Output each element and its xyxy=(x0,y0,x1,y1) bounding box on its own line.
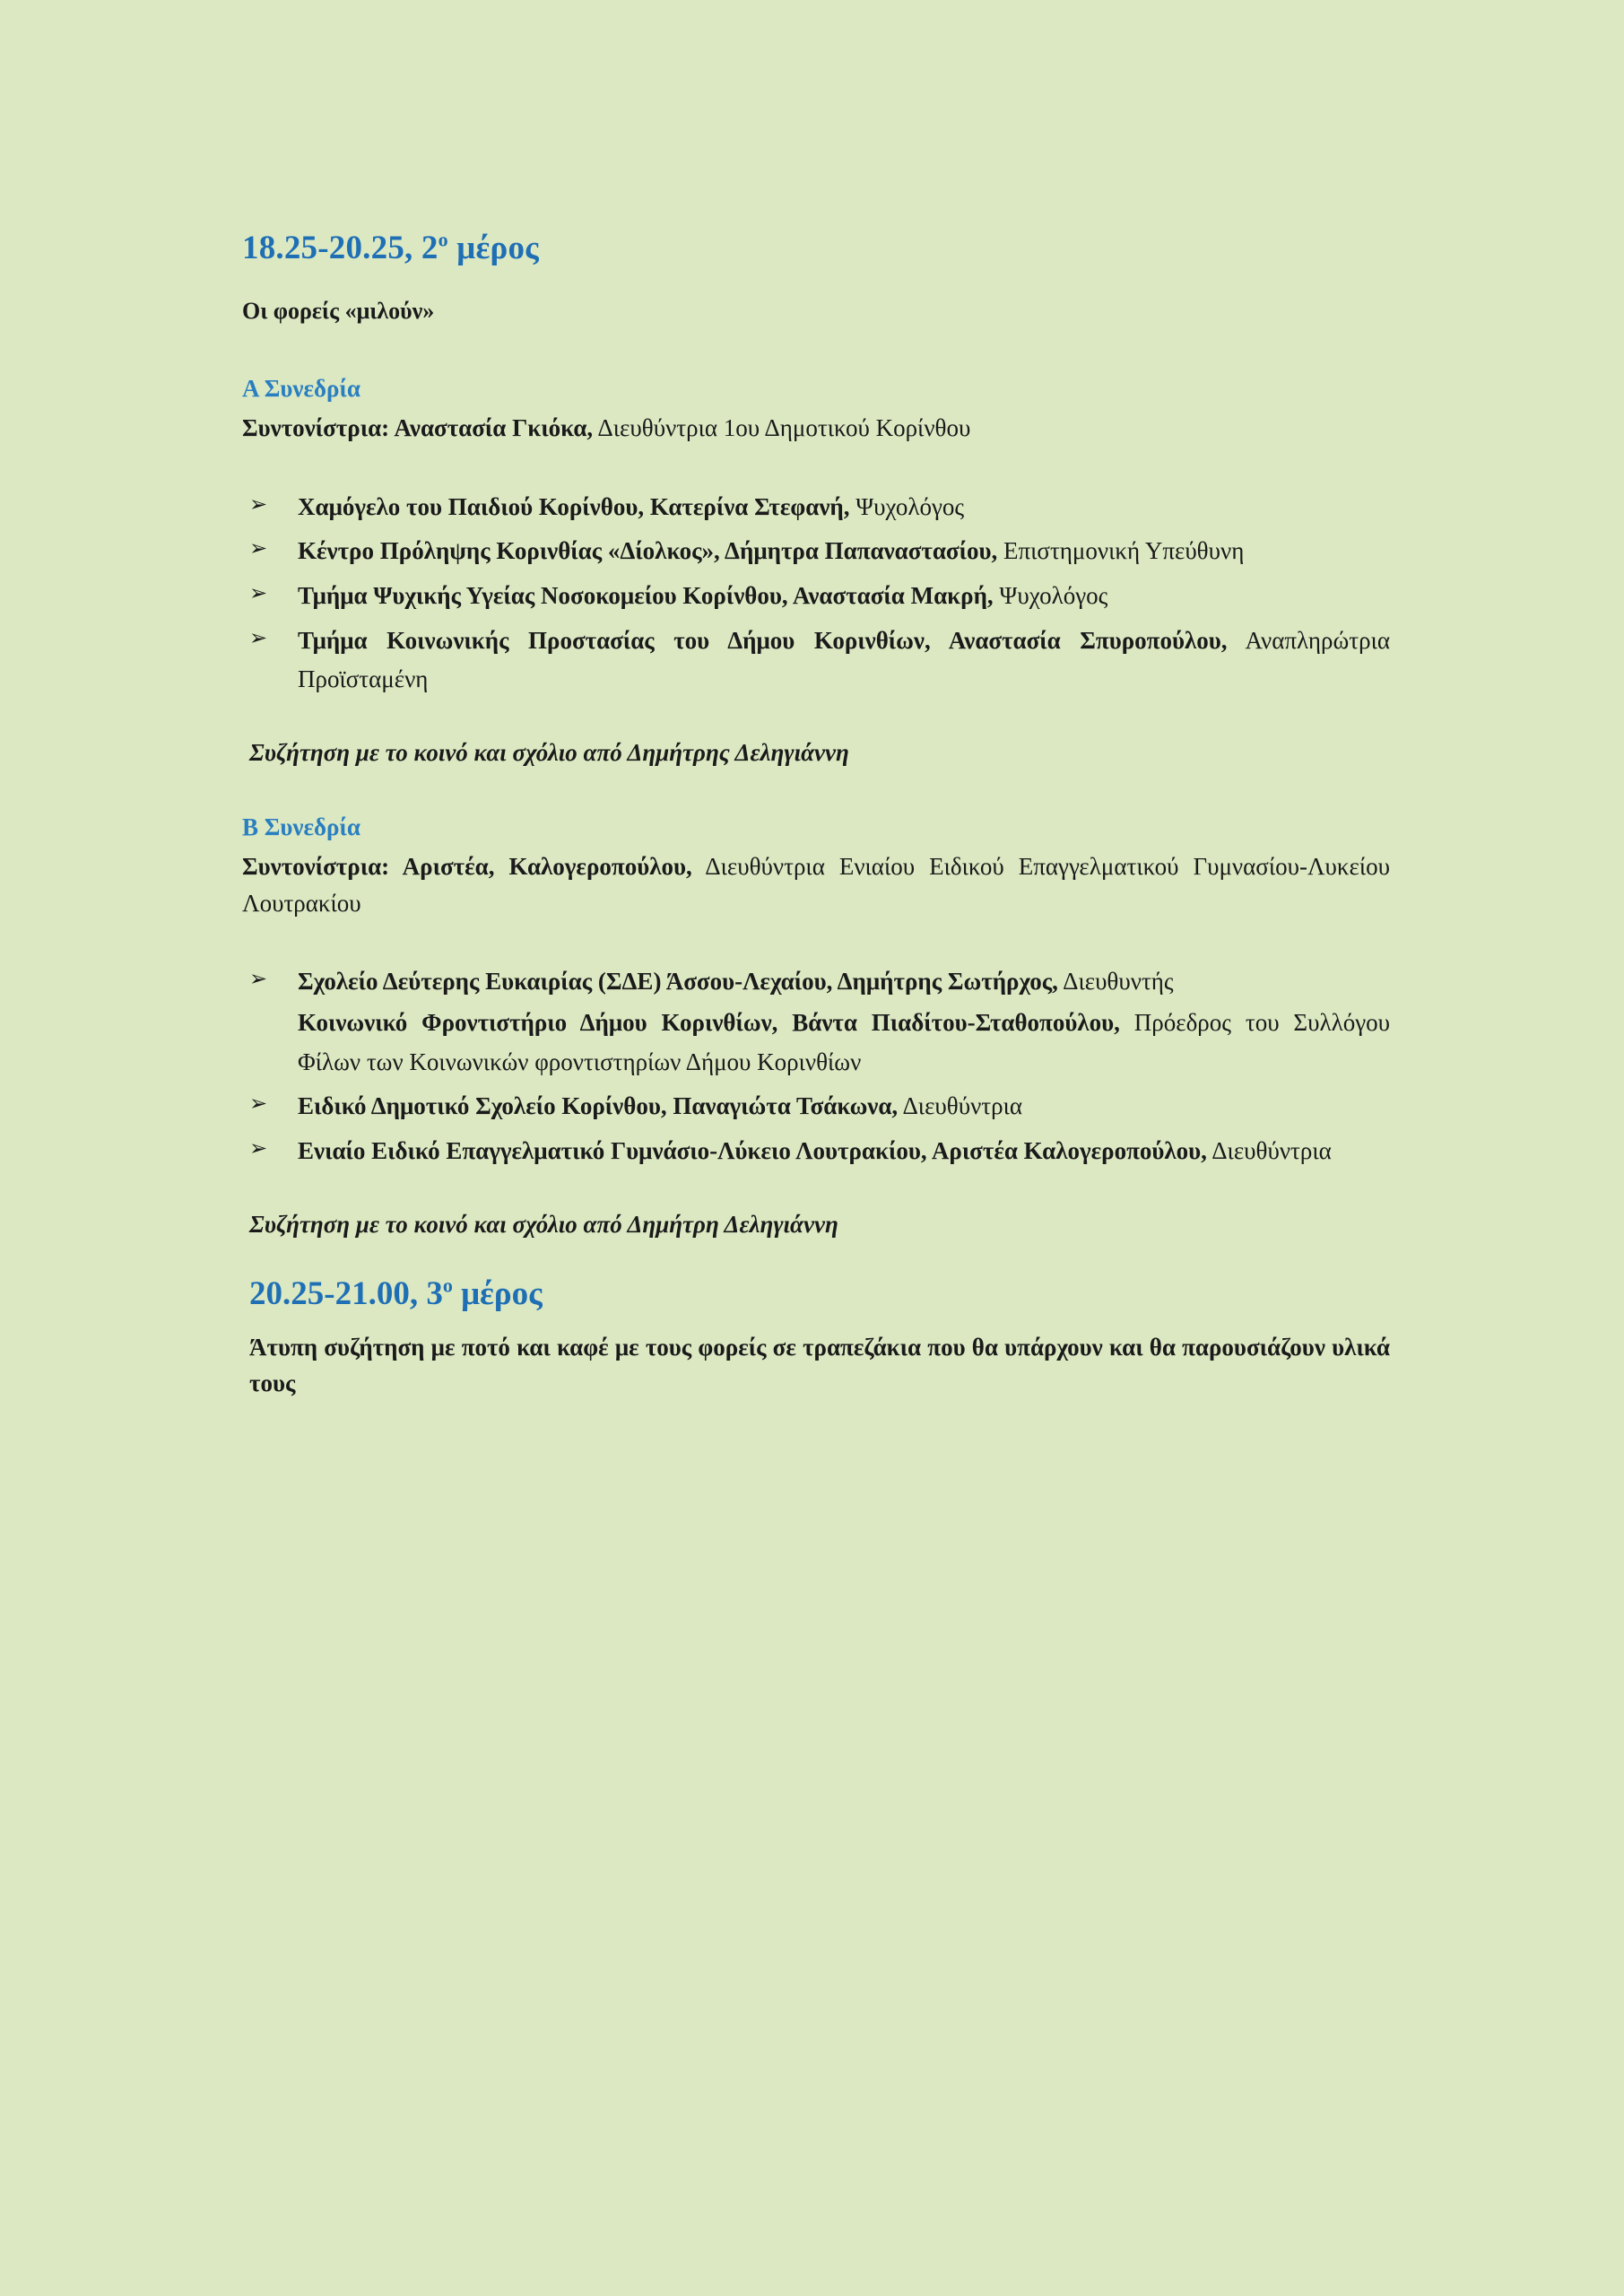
list-item xyxy=(242,1132,1390,1171)
session-b-discussion: Συζήτηση με το κοινό και σχόλιο από Δημήτρη Δεληγιάννη xyxy=(249,1210,838,1238)
entity-sub-name: Κοινωνικό Φροντιστήριο Δήμου Κορινθίων, Βάντα Πιαδίτου-Σταθοπούλου, xyxy=(298,1008,1120,1036)
entity-role: Ψυχολόγος xyxy=(993,581,1108,609)
part3-time-heading-text: 20.25-21.00, 3 xyxy=(249,1274,443,1312)
session-a-discussion: Συζήτηση με το κοινό και σχόλιο από Δημήτρης Δεληγιάννη xyxy=(249,739,849,767)
part2-subtitle: Οι φορείς «μιλούν» xyxy=(242,298,435,324)
session-a-coordinator xyxy=(242,410,1390,447)
entity-name: Χαμόγελο του Παιδιού Κορίνθου, Κατερίνα Στεφανή, xyxy=(298,492,850,520)
list-item xyxy=(242,488,1390,527)
session-a-list xyxy=(242,488,1390,700)
entity-name: Ειδικό Δημοτικό Σχολείο Κορίνθου, Παναγιώτα Τσάκωνα, xyxy=(298,1092,899,1120)
session-b-label: Β Συνεδρία xyxy=(242,813,360,841)
session-a-label: Α Συνεδρία xyxy=(242,375,360,402)
session-a-coordinator-name: Συντονίστρια: Αναστασία Γκιόκα, xyxy=(242,414,594,441)
list-item xyxy=(242,622,1390,700)
entity-role: Αναπληρώτρια Προϊσταμένη xyxy=(298,626,1390,693)
part2-time-heading-tail: μέρος xyxy=(447,230,539,266)
part3-paragraph: Άτυπη συζήτηση με ποτό και καφέ με τους φορείς σε τραπεζάκια που θα υπάρχουν και θα παρουσιάζουν υλικά τους xyxy=(249,1333,1390,1397)
entity-sub-role: Πρόεδρος του Συλλόγου Φίλων των Κοινωνικών φροντιστηρίων Δήμου Κορινθίων xyxy=(298,1008,1390,1075)
session-b-coordinator-name: Συντονίστρια: Αριστέα, Καλογεροπούλου, xyxy=(242,853,692,881)
entity-name: Ενιαίο Ειδικό Επαγγελματικό Γυμνάσιο-Λύκειο Λουτρακίου, Αριστέα Καλογεροπούλου, xyxy=(298,1137,1207,1165)
list-item xyxy=(242,532,1390,571)
bullet-arrow-icon: ➢ xyxy=(249,626,268,650)
entity-role: Επιστημονική Υπεύθυνη xyxy=(997,537,1245,565)
entity-role: Διευθύντρια xyxy=(1206,1137,1332,1165)
list-item xyxy=(242,1087,1390,1126)
session-b xyxy=(242,813,1390,1239)
session-a xyxy=(242,375,1390,767)
bullet-arrow-icon: ➢ xyxy=(249,581,268,605)
part2-time-heading xyxy=(242,229,1390,267)
part2-time-heading-ordinal: o xyxy=(438,228,448,251)
bullet-arrow-icon: ➢ xyxy=(249,537,268,561)
bullet-arrow-icon: ➢ xyxy=(249,492,268,517)
entity-name: Τμήμα Ψυχικής Υγείας Νοσοκομείου Κορίνθου, Αναστασία Μακρή, xyxy=(298,581,994,609)
bullet-arrow-icon: ➢ xyxy=(249,968,268,992)
session-b-coordinator xyxy=(242,848,1390,921)
part3-time-heading-ordinal: o xyxy=(442,1274,453,1297)
entity-name: Σχολείο Δεύτερης Ευκαιρίας (ΣΔΕ) Άσσου-Λεχαίου, Δημήτρης Σωτήρχος, xyxy=(298,968,1058,996)
list-item xyxy=(242,962,1390,1082)
entity-role: Διευθύντρια xyxy=(898,1092,1023,1120)
entity-role: Διευθυντής xyxy=(1057,968,1174,996)
session-b-list xyxy=(242,962,1390,1171)
part3-time-heading-tail: μέρος xyxy=(452,1274,543,1312)
session-a-coordinator-role: Διευθύντρια 1ου Δημοτικού Κορίνθου xyxy=(593,414,971,441)
part3-time-heading xyxy=(242,1274,1390,1313)
bullet-arrow-icon: ➢ xyxy=(249,1092,268,1117)
part2-time-heading-text: 18.25-20.25, 2 xyxy=(242,230,439,266)
entity-name: Τμήμα Κοινωνικής Προστασίας του Δήμου Κορινθίων, Αναστασία Σπυροπούλου, xyxy=(298,626,1228,654)
document-content xyxy=(242,229,1390,1402)
entity-role: Ψυχολόγος xyxy=(849,492,965,520)
part3 xyxy=(242,1274,1390,1402)
entity-sub xyxy=(298,1004,1390,1082)
list-item xyxy=(242,577,1390,616)
bullet-arrow-icon: ➢ xyxy=(249,1137,268,1161)
session-b-coordinator-role: Διευθύντρια Ενιαίου Ειδικού Επαγγελματικού Γυμνασίου-Λυκείου Λουτρακίου xyxy=(242,853,1390,917)
entity-name: Κέντρο Πρόληψης Κορινθίας «Δίολκος», Δήμητρα Παπαναστασίου, xyxy=(298,537,998,565)
